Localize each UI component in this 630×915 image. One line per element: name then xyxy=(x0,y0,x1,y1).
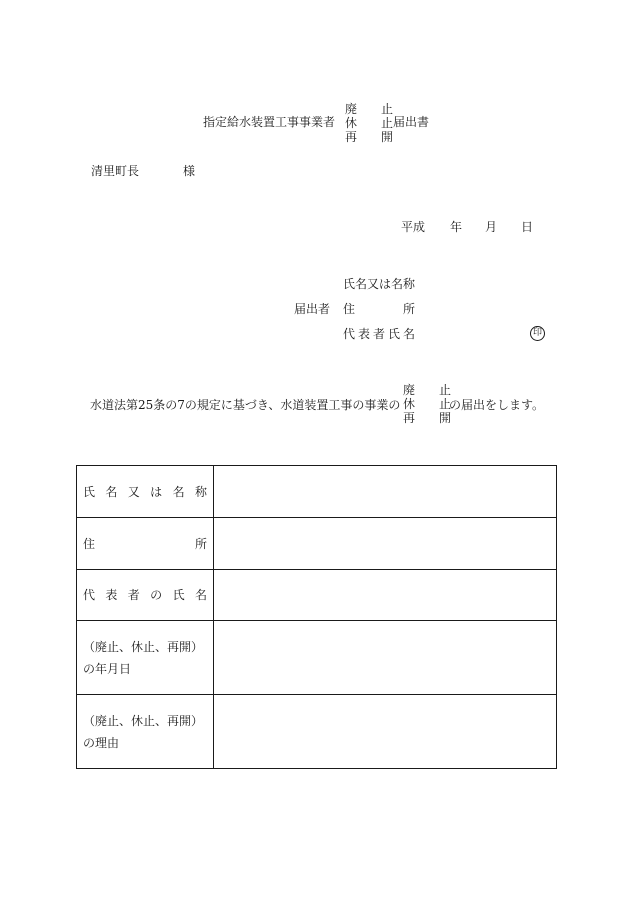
date-year: 年 xyxy=(450,220,463,234)
table-row xyxy=(77,466,557,518)
applicant-label: 届出者 xyxy=(294,302,331,316)
table-row xyxy=(77,695,557,769)
row-date-value[interactable] xyxy=(214,621,557,695)
addressee-honorific: 様 xyxy=(183,164,196,178)
row-rep-value[interactable] xyxy=(214,570,557,621)
applicant-address-label: 住 所 xyxy=(343,302,416,316)
row-address-label: 住 所 xyxy=(77,518,214,570)
applicant-rep-label: 代表者氏名 xyxy=(343,327,419,341)
date-day: 日 xyxy=(521,220,534,234)
row-reason-value[interactable] xyxy=(214,695,557,769)
row-date-label: （廃止、休止、再開） の年月日 xyxy=(77,621,214,695)
title-options xyxy=(345,102,399,144)
table-row xyxy=(77,570,557,621)
applicant-name-label: 氏名又は名称 xyxy=(343,277,416,291)
date-era: 平成 xyxy=(401,220,426,234)
details-table xyxy=(76,465,557,769)
title-suffix: 届出書 xyxy=(393,115,430,129)
seal-mark-icon: 印 xyxy=(530,326,545,341)
addressee-name: 清里町長 xyxy=(91,164,140,178)
table-row xyxy=(77,621,557,695)
title-option-saikai: 再 開 xyxy=(345,130,400,144)
title-prefix: 指定給水装置工事事業者 xyxy=(203,115,336,129)
statement-prefix: 水道法第25条の7の規定に基づき、水道装置工事の事業の xyxy=(90,398,401,412)
row-name-label: 氏 名 又 は 名 称 xyxy=(77,466,214,518)
row-reason-label: （廃止、休止、再開） の理由 xyxy=(77,695,214,769)
row-name-value[interactable] xyxy=(214,466,557,518)
statement-suffix: の届出をします。 xyxy=(449,398,545,412)
statement-option-haishi: 廃 止 xyxy=(403,383,458,397)
statement-option-kyushi: 休 止 xyxy=(403,397,458,411)
row-address-value[interactable] xyxy=(214,518,557,570)
title-option-kyushi: 休 止 xyxy=(345,116,400,130)
table-row xyxy=(77,518,557,570)
date-month: 月 xyxy=(485,220,498,234)
title-option-haishi: 廃 止 xyxy=(345,102,400,116)
row-rep-label: 代 表 者 の 氏 名 xyxy=(77,570,214,621)
statement-option-saikai: 再 開 xyxy=(403,411,458,425)
